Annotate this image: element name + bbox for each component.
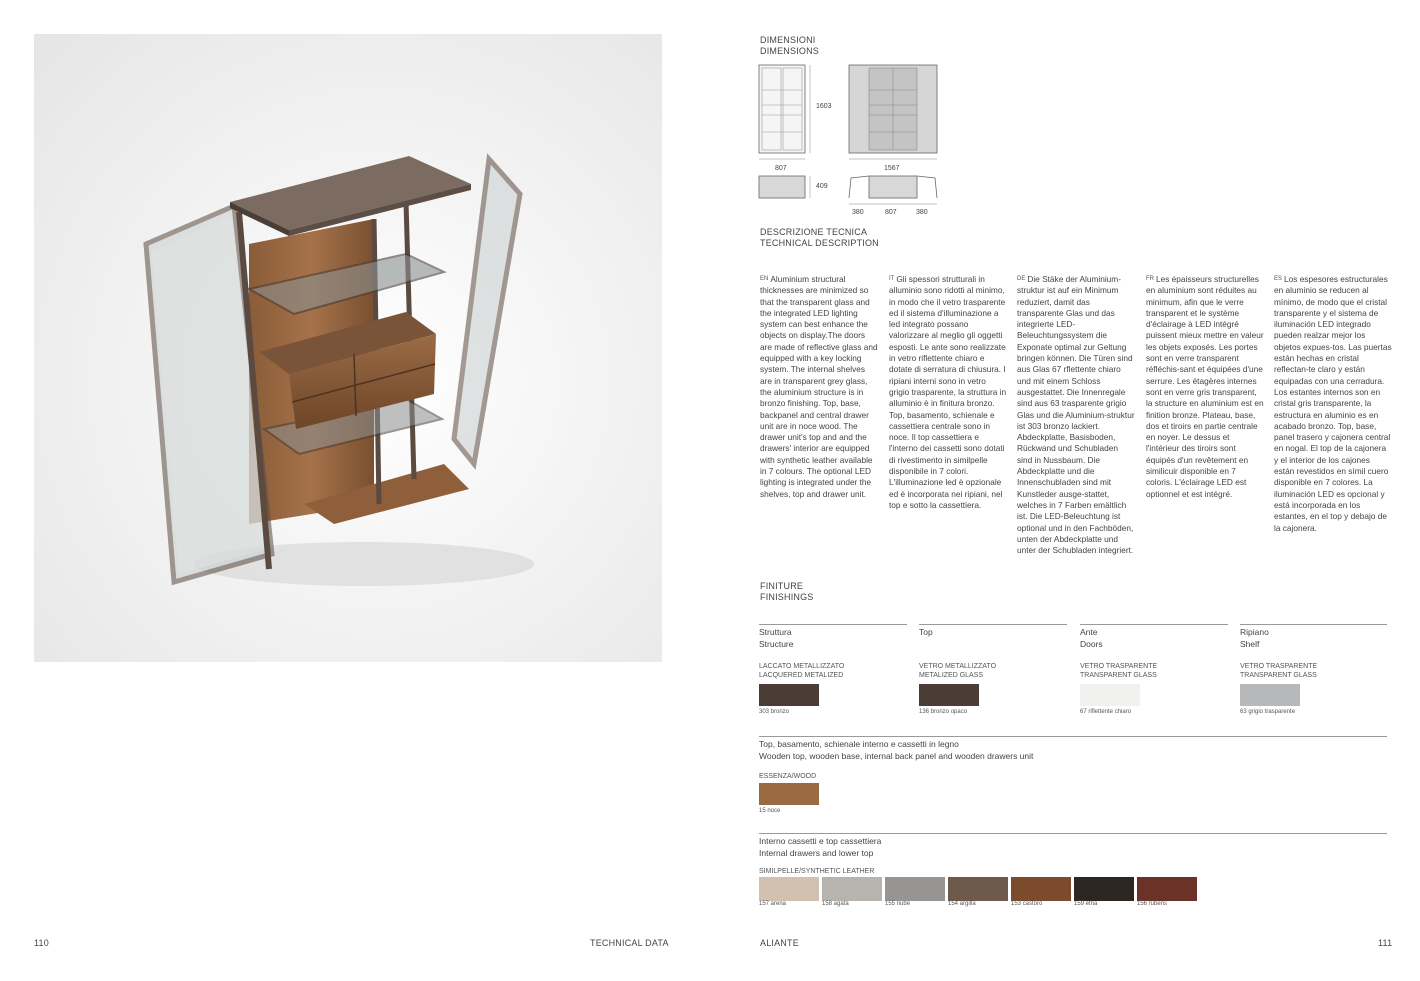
swatch-code: 156 rubens xyxy=(1137,901,1168,907)
dimensions-heading-it: DIMENSIONI xyxy=(760,35,816,45)
divider xyxy=(1240,624,1387,625)
finish-top xyxy=(919,624,1067,715)
material-en: TRANSPARENT GLASS xyxy=(1080,672,1157,679)
divider xyxy=(919,624,1067,625)
technical-heading xyxy=(760,227,879,249)
description-column-de xyxy=(1017,274,1135,556)
leather-item xyxy=(885,877,945,907)
dimensions-heading xyxy=(760,35,819,57)
plan-view-single xyxy=(759,176,805,198)
swatch-code: 157 arena xyxy=(759,901,787,907)
material-it: LACCATO METALLIZZATO xyxy=(759,663,845,670)
lang-code: DE xyxy=(1017,276,1026,282)
leather-title-en: Internal drawers and lower top xyxy=(759,847,874,858)
swatch-code: 154 argilla xyxy=(948,901,976,907)
finish-label-en: Doors xyxy=(1080,638,1103,649)
leather-item xyxy=(759,877,819,907)
leather-section xyxy=(759,833,1387,907)
dim-height: 1603 xyxy=(816,103,832,110)
finish-label-en: Structure xyxy=(759,638,794,649)
finish-label-it: Ante xyxy=(1080,627,1098,637)
wood-material: ESSENZA/WOOD xyxy=(759,773,817,780)
description-text: Los espesores estructurales en aluminio se reducen al mínimo, de modo que el cristal transparente y el sistema de iluminación LED integrado pueden realzar mejor los objetos expues-tos. Las puertas están hechas en cristal reflectan-te claro y están equipadas con una cerradura. Los estantes internos son en cristal gris transparente, la estructura en aluminio es en acabado bronzo. Top, base, panel trasero y cajonera central en nogal. El top de la cajonera y el interior de los cajones están revestidos en símil cuero disponible en 7 colores. La iluminación LED es opcional y está incorporada en los estantes, en el top y debajo de la cajonera. xyxy=(1274,274,1392,533)
description-column-fr xyxy=(1146,274,1264,500)
leather-item xyxy=(1074,877,1134,907)
wood-title-en: Wooden top, wooden base, internal back panel and wooden drawers unit xyxy=(759,750,1034,761)
leather-item xyxy=(948,877,1008,907)
leather-swatch-row xyxy=(759,877,1387,907)
finish-label-it: Struttura xyxy=(759,627,792,637)
cabinet-illustration xyxy=(34,34,662,662)
swatch-158-agata xyxy=(822,877,882,901)
finish-doors xyxy=(1080,624,1228,715)
finish-label-it: Top xyxy=(919,627,933,637)
divider xyxy=(759,736,1387,737)
swatch-code: 136 bronzo opaco xyxy=(919,709,968,715)
dim-door-left: 380 xyxy=(852,209,864,216)
swatch-code: 158 agata xyxy=(822,901,849,907)
divider xyxy=(759,833,1387,834)
swatch-code: 155 nube xyxy=(885,901,911,907)
divider xyxy=(1080,624,1228,625)
page-number-right: 111 xyxy=(1378,938,1393,948)
description-text: Aluminium structural thicknesses are minimized so that the transparent glass and the integrated LED lighting system can best enhance the objects on display.The doors are made of reflective glass and equipped with a key locking system. The internal shelves are in transparent grey glass, the aluminium structure is in bronzo finishing. Top, base, backpanel and central drawer unit are in noce wood. The drawer unit's top and and the drawers' interior are equipped with synthetic leather available in 7 colours. The optional LED lighting is integrated under the shelves, top and drawer unit. xyxy=(760,274,878,499)
material-en: METALIZED GLASS xyxy=(919,672,984,679)
dimension-drawings xyxy=(756,60,956,220)
dim-body-width: 807 xyxy=(885,209,897,216)
finish-structure xyxy=(759,624,907,715)
wood-section xyxy=(759,736,1387,814)
material-en: TRANSPARENT GLASS xyxy=(1240,672,1317,679)
dim-width-total: 1567 xyxy=(884,165,900,172)
leather-item xyxy=(822,877,882,907)
swatch-136-bronzo-opaco xyxy=(919,684,979,706)
finish-shelf xyxy=(1240,624,1387,715)
leather-title-it: Interno cassetti e top cassettiera xyxy=(759,836,882,846)
lang-code: ES xyxy=(1274,276,1283,282)
finishings-heading-it: FINITURE xyxy=(760,581,804,591)
finish-label-en: Shelf xyxy=(1240,638,1260,649)
dim-depth: 409 xyxy=(816,183,828,190)
swatch-157-arena xyxy=(759,877,819,901)
swatch-code: 63 grigio trasparente xyxy=(1240,709,1296,715)
finishings-heading xyxy=(760,581,814,603)
swatch-code: 67 riflettente chiaro xyxy=(1080,709,1132,715)
leather-item xyxy=(1137,877,1197,907)
swatch-303-bronzo xyxy=(759,684,819,706)
swatch-15-noce xyxy=(759,783,819,805)
dimensions-heading-en: DIMENSIONS xyxy=(760,46,820,56)
finish-label-it: Ripiano xyxy=(1240,627,1269,637)
technical-heading-en: TECHNICAL DESCRIPTION xyxy=(760,238,879,248)
front-view-open xyxy=(849,65,937,159)
description-text: Die Stäke der Aluminium-struktur ist auf ein Minimum reduziert, damit das transparente Glas und das integrierte LED-Beleuchtungssystem die Exponate optimal zur Geltung bringen können. Die Türen sind aus Glas 67 rflettente chiaro und mit einem Schloss ausgestattet. Die Innenregale sind aus 63 trasparente grigio Glas und die Aluminium-struktur ist 303 bronzo lackiert. Abdeckplatte, Basisboden, Rückwand und Schubladen sind in Nussbaum. Die Abdeckplatte und die Innenschubladen sind mit Kunstleder ausge-stattet, welches in 7 Farben emältlich ist. Die LED-Beleuchtung ist optional und in den Fachböden, unten der Abdeckplatte und unter der Schubladen integriert. xyxy=(1017,274,1135,556)
description-text: Gli spessori strutturali in alluminio sono ridotti al minimo, in modo che il vetro trasparente ed il sistema d'illuminazione a led integrato possano valorizzare al meglio gli oggetti esposti. Le ante sono realizzate in vetro riflettente chiaro e dotate di serratura di chiusura. I ripiani interni sono in vetro grigio trasparente, la struttura in alluminio è in finitura bronzo. Top, basamento, schienale e cassettiera centrale sono in noce. Il top cassettiera e l'interno dei cassetti sono dotati di rivestimento in similpelle disponibile in 7 colori. L'illuminazione led è opzionale ed è incorporata nei ripiani, nel top e sotto la cassettiera. xyxy=(889,274,1007,510)
swatch-code: 159 etna xyxy=(1074,901,1098,907)
swatch-code: 153 castoro xyxy=(1011,901,1043,907)
finish-label-en xyxy=(919,639,1067,651)
leather-material: SIMILPELLE/SYNTHETIC LEATHER xyxy=(759,868,875,875)
material-it: VETRO METALLIZZATO xyxy=(919,663,997,670)
material-it: VETRO TRASPARENTE xyxy=(1080,663,1158,670)
dim-door-right: 380 xyxy=(916,209,928,216)
dim-width-single: 807 xyxy=(775,165,787,172)
swatch-154-argilla xyxy=(948,877,1008,901)
finishings-heading-en: FINISHINGS xyxy=(760,592,814,602)
description-column-es xyxy=(1274,274,1392,534)
plan-view-open xyxy=(849,176,937,204)
wood-title-it: Top, basamento, schienale interno e cassetti in legno xyxy=(759,739,959,749)
description-column-it xyxy=(889,274,1007,511)
swatch-156-rubens xyxy=(1137,877,1197,901)
technical-heading-it: DESCRIZIONE TECNICA xyxy=(760,227,868,237)
description-text: Les épaisseurs structurelles en aluminium sont réduites au minimum, afin que le verre transparent et le système d'éclairage à LED intégré puissent mieux mettre en valeur les objets exposés. Les portes sont en verre transparent réfléchis-sant et équipées d'une serrure. Les étagères internes sont en verre gris transparent, la structure en aluminium est en finition bronze. Plateau, base, dos et tiroirs en partie centrale en noyer. Le dessus et l'intérieur des tiroirs sont équipés d'un revêtement en similicuir disponible en 7 coloris. L'éclairage LED est optionnel et est intégré. xyxy=(1146,274,1264,499)
page-number-left: 110 xyxy=(34,938,49,948)
material-en: LACQUERED METALIZED xyxy=(759,672,844,679)
lang-code: IT xyxy=(889,276,895,282)
swatch-67-riflettente-chiaro xyxy=(1080,684,1140,706)
swatch-153-castoro xyxy=(1011,877,1071,901)
leather-item xyxy=(1011,877,1071,907)
material-it: VETRO TRASPARENTE xyxy=(1240,663,1318,670)
swatch-63-grigio-trasparente xyxy=(1240,684,1300,706)
lang-code: EN xyxy=(760,276,769,282)
swatch-code: 15 noce xyxy=(759,808,781,814)
section-label: TECHNICAL DATA xyxy=(590,938,669,948)
front-view-single xyxy=(759,65,810,159)
lang-code: FR xyxy=(1146,276,1154,282)
divider xyxy=(759,624,907,625)
collection-label: ALIANTE xyxy=(760,938,799,948)
swatch-code: 303 bronzo xyxy=(759,709,790,715)
swatch-155-nube xyxy=(885,877,945,901)
product-photo xyxy=(34,34,662,662)
swatch-159-etna xyxy=(1074,877,1134,901)
description-column-en xyxy=(760,274,878,500)
